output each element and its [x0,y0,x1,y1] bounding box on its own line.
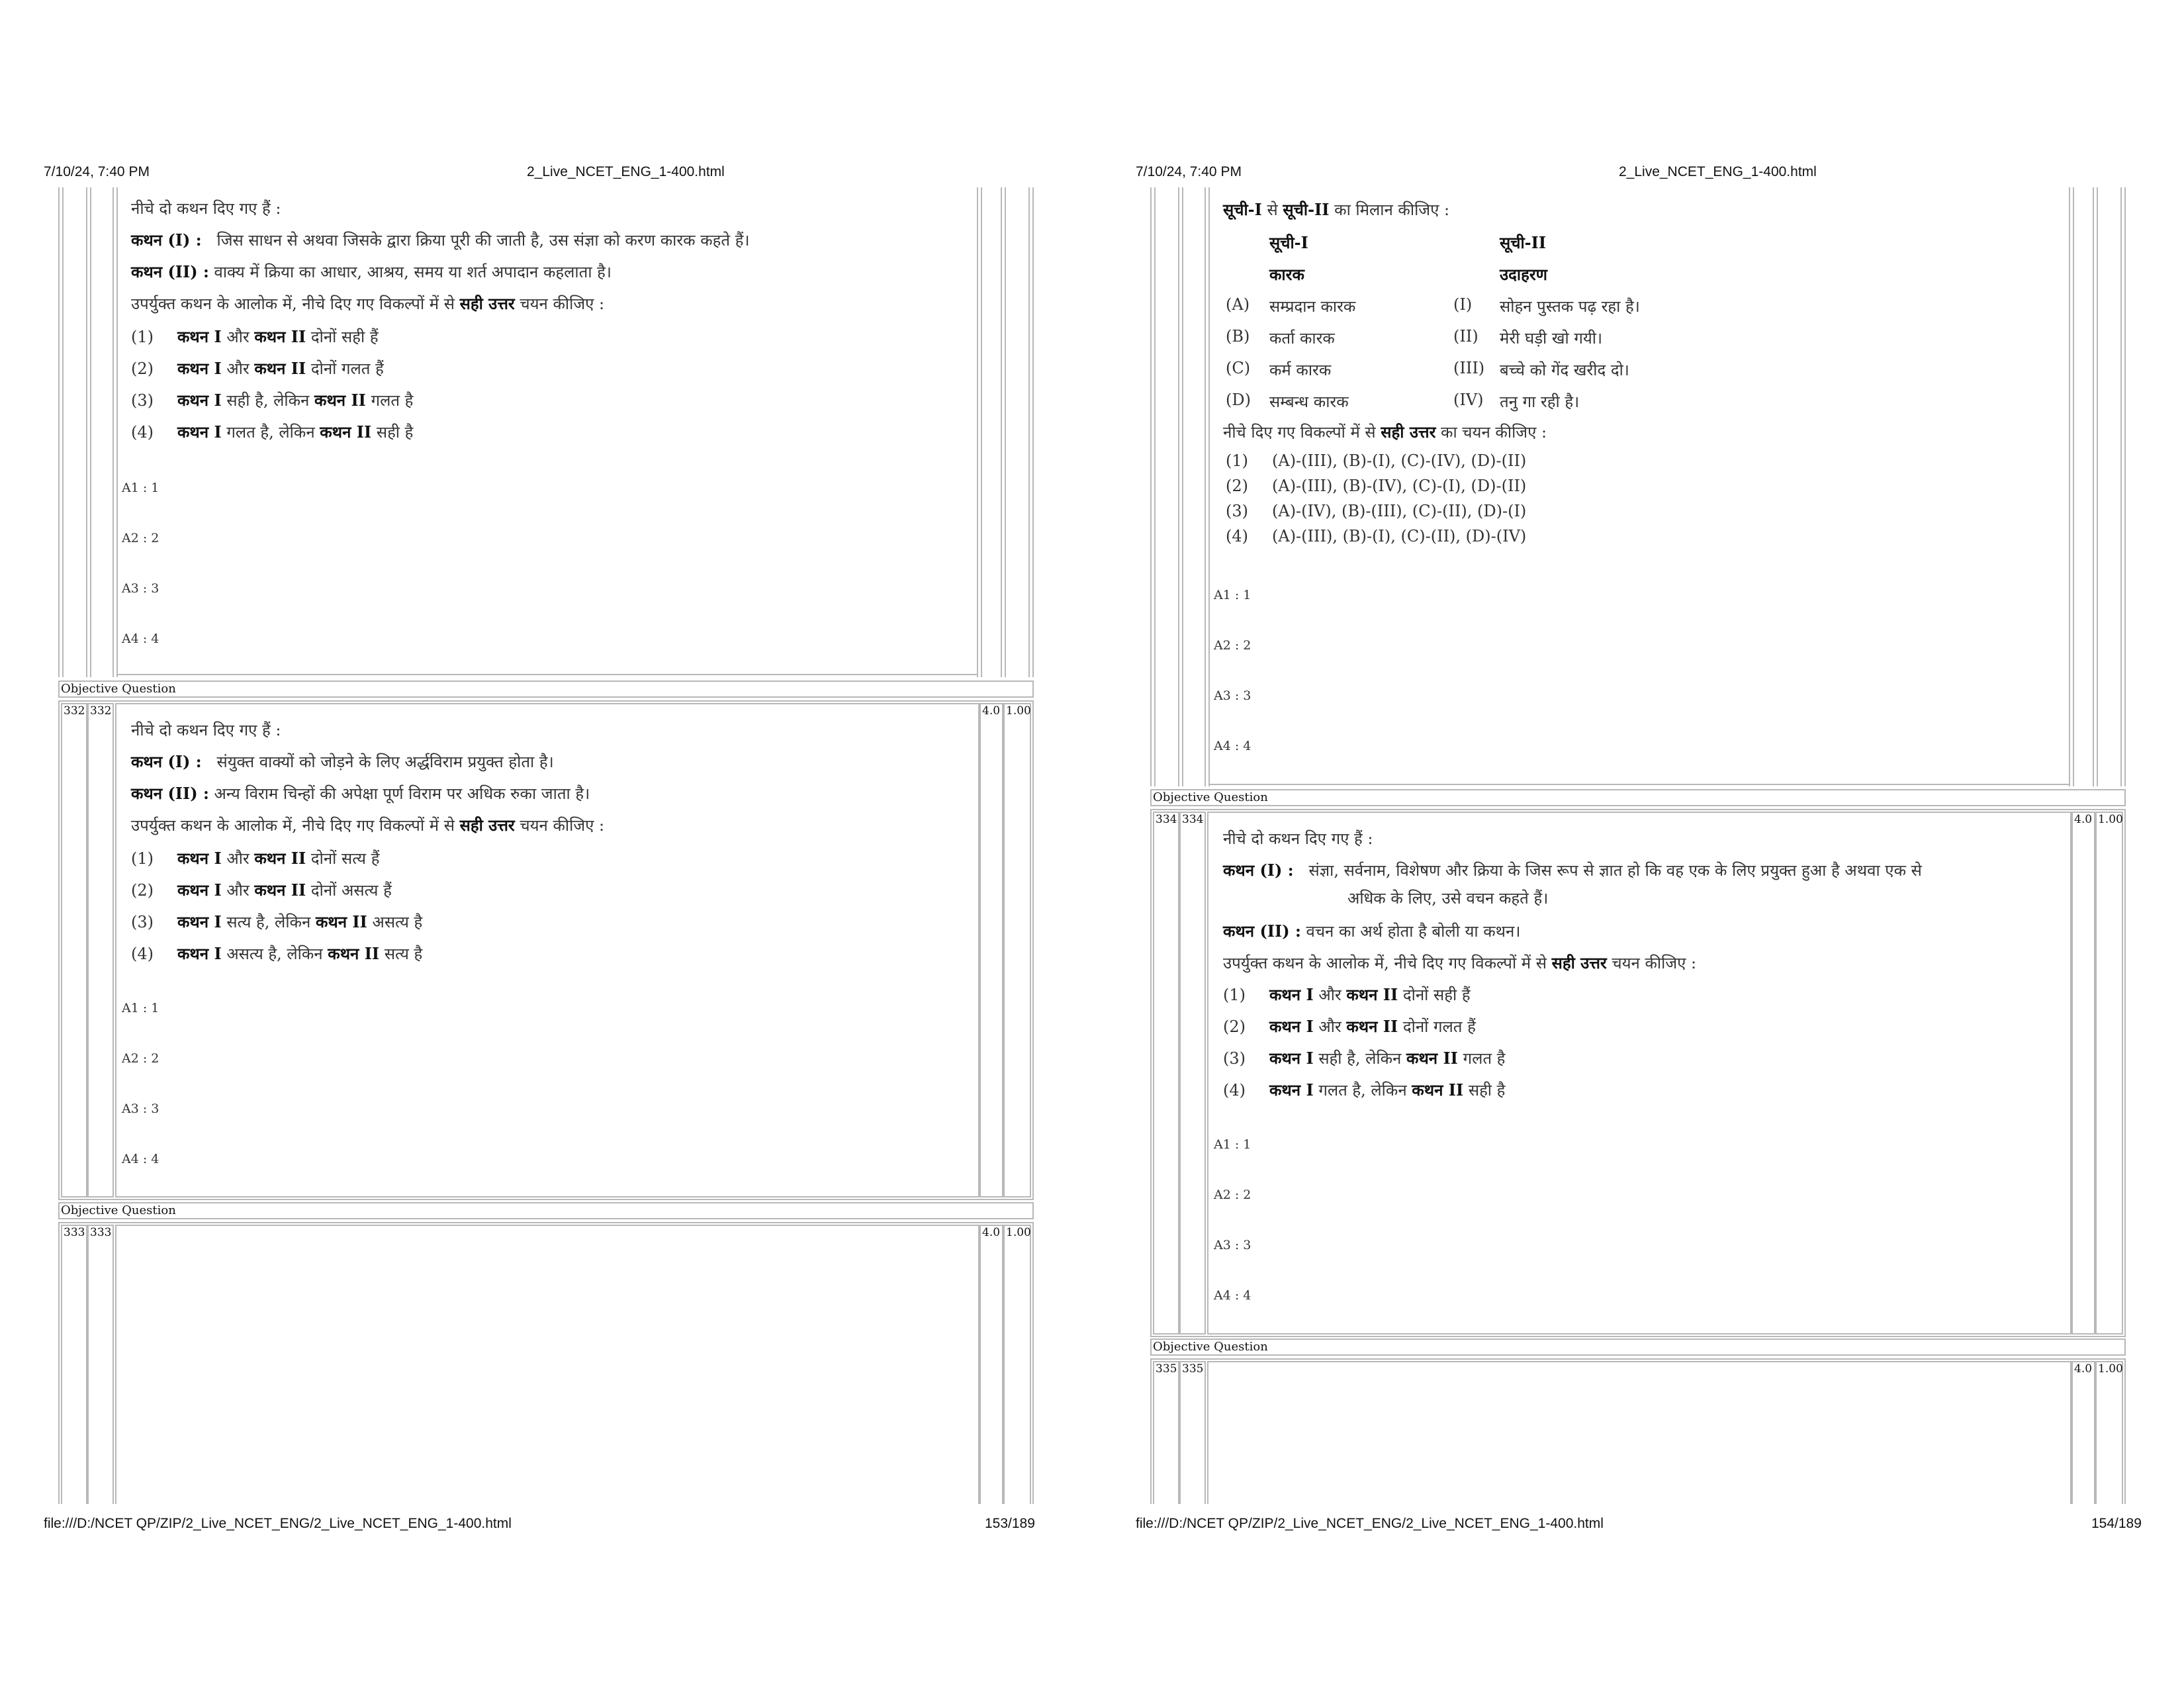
frame-line [86,187,87,677]
objective-question-bar [58,1202,1034,1219]
answer-a3: A3 : 3 [1214,1238,1251,1252]
statement-1-continued: अधिक के लिए, उसे वचन कहते हैं। [1347,889,1549,908]
match-row-roman: (III) [1453,359,1485,377]
answer-a4: A4 : 4 [1214,739,1251,753]
frame-line [981,187,982,677]
answer-a2: A2 : 2 [1214,1188,1251,1202]
option-2: (2) (A)-(III), (B)-(IV), (C)-(I), (D)-(II) [1226,477,1527,495]
option-4: (4) (A)-(III), (B)-(I), (C)-(II), (D)-(IV) [1226,527,1527,545]
answer-a1: A1 : 1 [1214,1137,1251,1152]
frame-line [1178,187,1179,786]
option-1: (1) कथन I और कथन II दोनों सही हैं [131,327,379,346]
match-row-example: मेरी घड़ी खो गयी। [1500,329,1603,348]
header-datetime: 7/10/24, 7:40 PM [44,164,150,179]
negative-marks-cell: 1.00 [2095,812,2123,1335]
match-row-item: कर्म कारक [1269,361,1332,379]
match-row-example: बच्चे को गेंद खरीद दो। [1500,361,1629,379]
footer-page-number: 153/189 [985,1516,1035,1531]
frame-line [116,187,118,677]
marks-cell: 4.0 [979,1225,1003,1504]
option-1: (1) (A)-(III), (B)-(I), (C)-(IV), (D)-(II) [1226,451,1527,470]
negative-marks-cell: 1.00 [2095,1361,2123,1504]
negative-marks-cell: 1.00 [1003,1225,1031,1504]
question-body-cell [1207,1361,2071,1504]
match-row-label: (B) [1226,327,1250,346]
question-body-cell [115,1225,979,1504]
frame-line [62,187,64,677]
objective-question-label: Objective Question [1153,1340,1268,1354]
frame-line [1028,187,1030,677]
objective-question-bar [1150,789,2126,806]
frame-line [2120,187,2122,786]
option-3: (3) कथन I सही है, लेकिन कथन II गलत है [1223,1049,1506,1068]
marks-cell: 4.0 [979,703,1003,1197]
match-row-item: कर्ता कारक [1269,329,1335,348]
answer-a2: A2 : 2 [122,1051,159,1066]
question-id-cell: 335 [1153,1361,1179,1504]
question-id-cell: 334 [1153,812,1179,1335]
option-3: (3) कथन I सही है, लेकिन कथन II गलत है [131,391,414,410]
answer-a1: A1 : 1 [122,481,159,495]
frame-line [2069,187,2070,786]
frame-line [2093,187,2094,786]
list-2-heading: सूची-II [1500,233,1547,252]
objective-question-bar [1150,1338,2126,1356]
option-2: (2) कथन I और कथन II दोनों गलत हैं [1223,1017,1476,1036]
question-id-cell: 335 [1179,1361,1206,1504]
match-row-roman: (I) [1453,295,1473,314]
option-4: (4) कथन I गलत है, लेकिन कथन II सही है [1223,1080,1506,1100]
question-id-cell: 332 [87,703,114,1197]
option-2: (2) कथन I और कथन II दोनों गलत हैं [131,359,384,378]
option-3: (3) (A)-(IV), (B)-(III), (C)-(II), (D)-(I) [1226,502,1527,520]
instruction: नीचे दिए गए विकल्पों में से सही उत्तर का चयन कीजिए : [1223,422,1547,442]
question-intro: नीचे दो कथन दिए गए हैं : [131,721,281,739]
frame-line [2097,187,2098,786]
answer-a2: A2 : 2 [122,531,159,545]
answer-a1: A1 : 1 [1214,588,1251,602]
frame-line [2124,187,2126,786]
match-row-example: सोहन पुस्तक पढ़ रहा है। [1500,297,1640,316]
question-body-cell [1207,812,2071,1335]
question-id-cell: 332 [61,703,87,1197]
match-row-label: (D) [1226,391,1251,409]
list-1-subheading: कारक [1269,265,1304,284]
answer-a1: A1 : 1 [122,1001,159,1015]
frame-line [1001,187,1002,677]
answer-a4: A4 : 4 [1214,1288,1251,1303]
question-intro: नीचे दो कथन दिए गए हैं : [131,199,281,218]
question-id-cell: 334 [1179,812,1206,1335]
option-2: (2) कथन I और कथन II दोनों असत्य हैं [131,880,392,900]
frame-line [90,187,91,677]
statement-2: कथन (II) : वचन का अर्थ होता है बोली या कथन। [1223,921,1521,941]
frame-line [2073,187,2074,786]
frame-line [977,187,978,677]
footer-path: file:///D:/NCET QP/ZIP/2_Live_NCET_ENG/2_Live_NCET_ENG_1-400.html [44,1516,512,1531]
frame-line [1208,187,1210,786]
option-1: (1) कथन I और कथन II दोनों सही हैं [1223,985,1471,1004]
question-intro: नीचे दो कथन दिए गए हैं : [1223,829,1373,848]
option-1: (1) कथन I और कथन II दोनों सत्य हैं [131,849,380,868]
footer-path: file:///D:/NCET QP/ZIP/2_Live_NCET_ENG/2_Live_NCET_ENG_1-400.html [1136,1516,1604,1531]
frame-line [1150,187,1152,786]
option-4: (4) कथन I असत्य है, लेकिन कथन II सत्य है [131,944,423,963]
header-title: 2_Live_NCET_ENG_1-400.html [1619,164,1817,179]
frame-line [116,674,978,675]
frame-line [1205,187,1206,786]
frame-line [1032,187,1034,677]
match-instruction: सूची-I से सूची-II का मिलान कीजिए : [1223,200,1450,219]
match-row-roman: (II) [1453,327,1479,346]
answer-a2: A2 : 2 [1214,638,1251,653]
frame-line [1182,187,1183,786]
list-2-subheading: उदाहरण [1500,265,1548,284]
statement-1: कथन (I) : संयुक्त वाक्यों को जोड़ने के लिए अर्द्धविराम प्रयुक्त होता है। [131,752,554,771]
answer-a3: A3 : 3 [122,581,159,596]
match-row-label: (C) [1226,359,1251,377]
statement-1: कथन (I) : संज्ञा, सर्वनाम, विशेषण और क्रिया के जिस रूप से ज्ञात हो कि वह एक के लिए प्रयुक्त हुआ है अथवा एक से [1223,861,1922,880]
negative-marks-cell: 1.00 [1003,703,1031,1197]
statement-2: कथन (II) : अन्य विराम चिन्हों की अपेक्षा पूर्ण विराम पर अधिक रुका जाता है। [131,784,590,803]
frame-line [113,187,114,677]
option-3: (3) कथन I सत्य है, लेकिन कथन II असत्य है [131,912,423,931]
statement-2: कथन (II) : वाक्य में क्रिया का आधार, आश्रय, समय या शर्त अपादान कहलाता है। [131,262,612,281]
list-1-heading: सूची-I [1269,233,1308,252]
objective-question-label: Objective Question [61,1203,176,1217]
question-id-cell: 333 [61,1225,87,1504]
option-4: (4) कथन I गलत है, लेकिन कथन II सही है [131,422,414,442]
instruction: उपर्युक्त कथन के आलोक में, नीचे दिए गए विकल्पों में से सही उत्तर चयन कीजिए : [1223,953,1697,972]
footer-page-number: 154/189 [2091,1516,2142,1531]
match-row-item: सम्बन्ध कारक [1269,393,1349,411]
match-row-label: (A) [1226,295,1250,314]
objective-question-label: Objective Question [1153,790,1268,804]
match-row-item: सम्प्रदान कारक [1269,297,1356,316]
frame-line [1208,784,2070,785]
frame-line [58,187,60,677]
frame-line [1154,187,1156,786]
answer-a3: A3 : 3 [1214,688,1251,703]
header-title: 2_Live_NCET_ENG_1-400.html [527,164,725,179]
marks-cell: 4.0 [2071,1361,2095,1504]
question-id-cell: 333 [87,1225,114,1504]
instruction: उपर्युक्त कथन के आलोक में, नीचे दिए गए विकल्पों में से सही उत्तर चयन कीजिए : [131,294,605,313]
frame-line [1005,187,1006,677]
objective-question-label: Objective Question [61,682,176,696]
answer-a3: A3 : 3 [122,1102,159,1116]
answer-a4: A4 : 4 [122,1152,159,1166]
instruction: उपर्युक्त कथन के आलोक में, नीचे दिए गए विकल्पों में से सही उत्तर चयन कीजिए : [131,816,605,835]
header-datetime: 7/10/24, 7:40 PM [1136,164,1242,179]
match-row-example: तनु गा रही है। [1500,393,1580,411]
answer-a4: A4 : 4 [122,632,159,646]
objective-question-bar [58,680,1034,698]
match-row-roman: (IV) [1453,391,1484,409]
statement-1: कथन (I) : जिस साधन से अथवा जिसके द्वारा क्रिया पूरी की जाती है, उस संज्ञा को करण कारक कहते हैं। [131,230,750,250]
marks-cell: 4.0 [2071,812,2095,1335]
